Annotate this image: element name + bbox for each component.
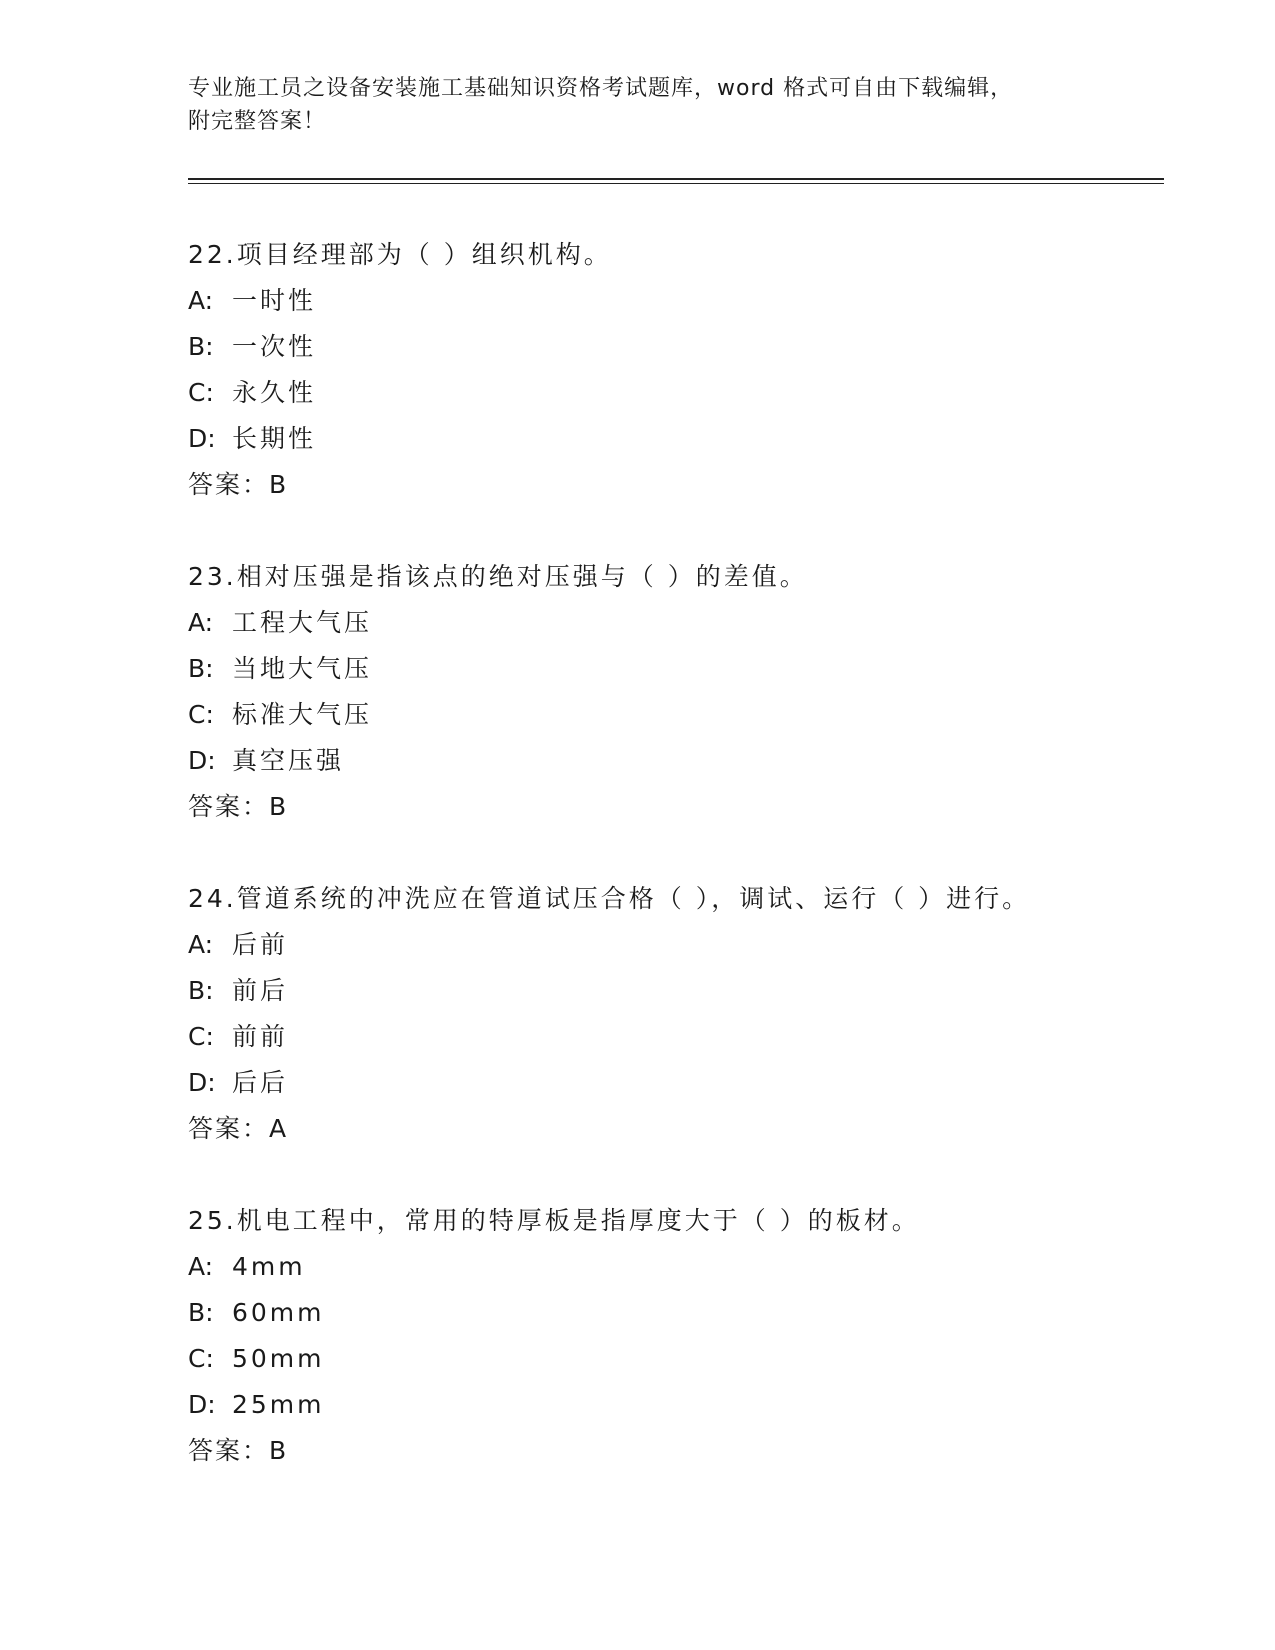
- option-d: [188, 416, 1148, 462]
- question-25: [188, 1198, 1148, 1474]
- document-header: [188, 72, 1068, 138]
- option-b: [188, 324, 1148, 370]
- option-letter: B:: [188, 654, 214, 683]
- option-a: [188, 1244, 1148, 1290]
- option-letter: D:: [188, 746, 216, 775]
- option-letter: B:: [188, 976, 214, 1005]
- option-text: 4mm: [232, 1252, 306, 1281]
- option-text: 50mm: [232, 1344, 325, 1373]
- option-b: [188, 968, 1148, 1014]
- question-stem: 22.项目经理部为（ ）组织机构。: [188, 240, 612, 269]
- option-letter: A:: [188, 286, 214, 315]
- question-stem: 25.机电工程中，常用的特厚板是指厚度大于（ ）的板材。: [188, 1206, 920, 1235]
- option-d: [188, 738, 1148, 784]
- header-divider-thin: [188, 183, 1164, 184]
- header-line-1: 专业施工员之设备安装施工基础知识资格考试题库，word 格式可自由下载编辑，: [188, 76, 1014, 101]
- option-text: 后后: [232, 1068, 289, 1097]
- option-c: [188, 1336, 1148, 1382]
- option-letter: B:: [188, 1298, 214, 1327]
- option-text: 工程大气压: [232, 608, 373, 637]
- option-text: 25mm: [232, 1390, 325, 1419]
- option-b: [188, 1290, 1148, 1336]
- option-letter: B:: [188, 332, 214, 361]
- option-text: 60mm: [232, 1298, 325, 1327]
- answer-label: 答案：: [188, 1114, 270, 1143]
- answer-label: 答案：: [188, 470, 270, 499]
- option-letter: D:: [188, 424, 216, 453]
- option-d: [188, 1060, 1148, 1106]
- answer-label: 答案：: [188, 792, 270, 821]
- option-text: 后前: [232, 930, 289, 959]
- answer-value: B: [269, 470, 287, 499]
- option-c: [188, 692, 1148, 738]
- option-text: 永久性: [232, 378, 317, 407]
- answer-value: B: [269, 1436, 287, 1465]
- option-text: 标准大气压: [232, 700, 373, 729]
- option-b: [188, 646, 1148, 692]
- option-text: 一次性: [232, 332, 317, 361]
- answer-line: [188, 784, 1148, 830]
- option-letter: C:: [188, 1022, 214, 1051]
- option-d: [188, 1382, 1148, 1428]
- question-stem: 24.管道系统的冲洗应在管道试压合格（ ），调试、运行（ ）进行。: [188, 884, 1031, 913]
- option-letter: A:: [188, 930, 214, 959]
- answer-line: [188, 1106, 1148, 1152]
- option-c: [188, 1014, 1148, 1060]
- header-line-2: 附完整答案！: [188, 109, 327, 134]
- option-letter: A:: [188, 608, 214, 637]
- option-a: [188, 600, 1148, 646]
- answer-value: A: [269, 1114, 287, 1143]
- option-text: 当地大气压: [232, 654, 373, 683]
- option-a: [188, 922, 1148, 968]
- answer-value: B: [269, 792, 287, 821]
- option-letter: D:: [188, 1068, 216, 1097]
- question-24: [188, 876, 1148, 1152]
- option-text: 真空压强: [232, 746, 345, 775]
- option-a: [188, 278, 1148, 324]
- question-stem: 23.相对压强是指该点的绝对压强与（ ）的差值。: [188, 562, 808, 591]
- answer-line: [188, 462, 1148, 508]
- option-text: 前后: [232, 976, 289, 1005]
- answer-line: [188, 1428, 1148, 1474]
- option-letter: D:: [188, 1390, 216, 1419]
- option-text: 前前: [232, 1022, 289, 1051]
- question-23: [188, 554, 1148, 830]
- option-c: [188, 370, 1148, 416]
- answer-label: 答案：: [188, 1436, 270, 1465]
- header-divider-thick: [188, 178, 1164, 180]
- option-letter: A:: [188, 1252, 214, 1281]
- option-letter: C:: [188, 1344, 214, 1373]
- question-22: [188, 232, 1148, 508]
- option-text: 长期性: [232, 424, 317, 453]
- option-text: 一时性: [232, 286, 317, 315]
- option-letter: C:: [188, 700, 214, 729]
- option-letter: C:: [188, 378, 214, 407]
